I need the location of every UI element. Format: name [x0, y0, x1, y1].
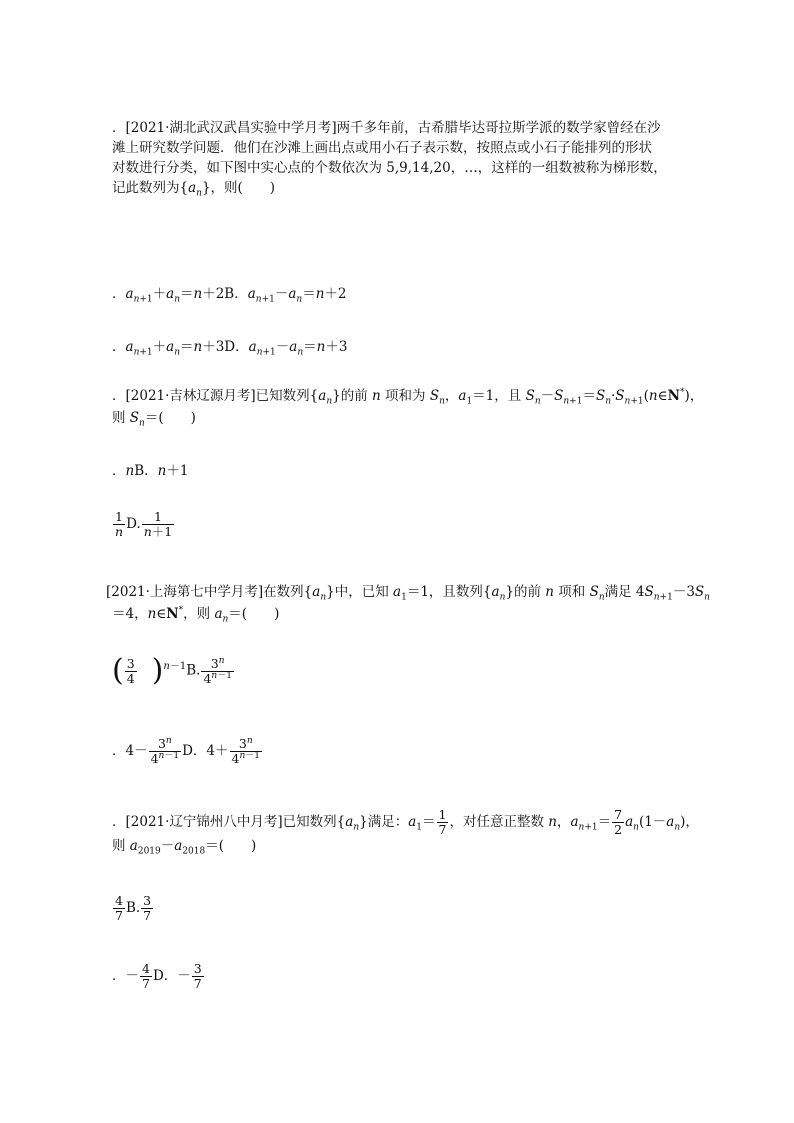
q1-line4: 记此数列为$\{a_n\}$，则( ) — [112, 180, 276, 199]
q4-line2: 则 $a_{2019}-a_{2018}=$( ) — [112, 838, 257, 857]
q1-line2: 滩上研究数学问题．他们在沙滩上画出点或用小石子表示数，按照点或小石子能排列的形状 — [112, 140, 652, 156]
q3-line2: ＝4，n∈N*，则 $a_n=$( ) — [112, 605, 280, 625]
q1-line1: ．[2021·湖北武汉武昌实验中学月考]两千多年前，古希腊毕达哥拉斯学派的数学家曾经在沙 — [112, 120, 661, 136]
q2-options-cd: $\frac{1}{n}$ D. $\frac{1}{n+1}$ — [115, 509, 173, 539]
q1-options-ab: ．$a_{n+1}+a_n=n+2B$．$a_{n+1}-a_n=n+2$ — [112, 286, 347, 305]
q2-line1: ．[2021·吉林辽源月考]已知数列$\{a_n\}$的前 n 项和为 $S_n$，$a_1=1$，且 $S_n-S_{n+1}=S_n\cdot S_{n+1}(n\in N^*)$， — [112, 387, 704, 407]
q3-line1: [2021·上海第七中学月考]在数列$\{a_n\}$中，已知 $a_1=1$，且数列$\{a_n\}$的前 n 项和 $S_n$满足 $4S_{n+1}-3S_n$ — [106, 584, 710, 603]
q3-options-cd: ．4－ $\frac{3^n}{4^{n-1}}$ D．4＋ $\frac{3^n}{4^{n-1}}$ — [112, 735, 260, 766]
q4-line1: ．[2021·辽宁锦州八中月考]已知数列$\{a_n\}$满足：$a_1=$ $\frac{1}{7}$ ，对任意正整数 n，$a_{n+1}=$ $\frac{7}{2}$ $a_n(1-a_n)$， — [112, 807, 699, 837]
q4-options-ab: $\frac{4}{7}$ B. $\frac{3}{7}$ — [115, 893, 152, 923]
q2-line2: 则 $S_n=$( ) — [112, 410, 196, 429]
q1-line3: 对数进行分类，如下图中实心点的个数依次为 5,9,14,20，…，这样的一组数被称为梯形数， — [112, 160, 667, 176]
q4-options-cd: ．－ $\frac{4}{7}$ D．－ $\frac{3}{7}$ — [112, 961, 202, 991]
q3-options-ab: ( $\frac{3}{4}$ )$^{n-1}$B. $\frac{3^n}{4^{n-1}}$ — [112, 653, 232, 688]
q2-options-ab: ．nB．n＋1 — [112, 463, 189, 479]
q1-options-cd: ．$a_{n+1}+a_n=n+3D$．$a_{n+1}-a_n=n+3$ — [112, 339, 348, 358]
